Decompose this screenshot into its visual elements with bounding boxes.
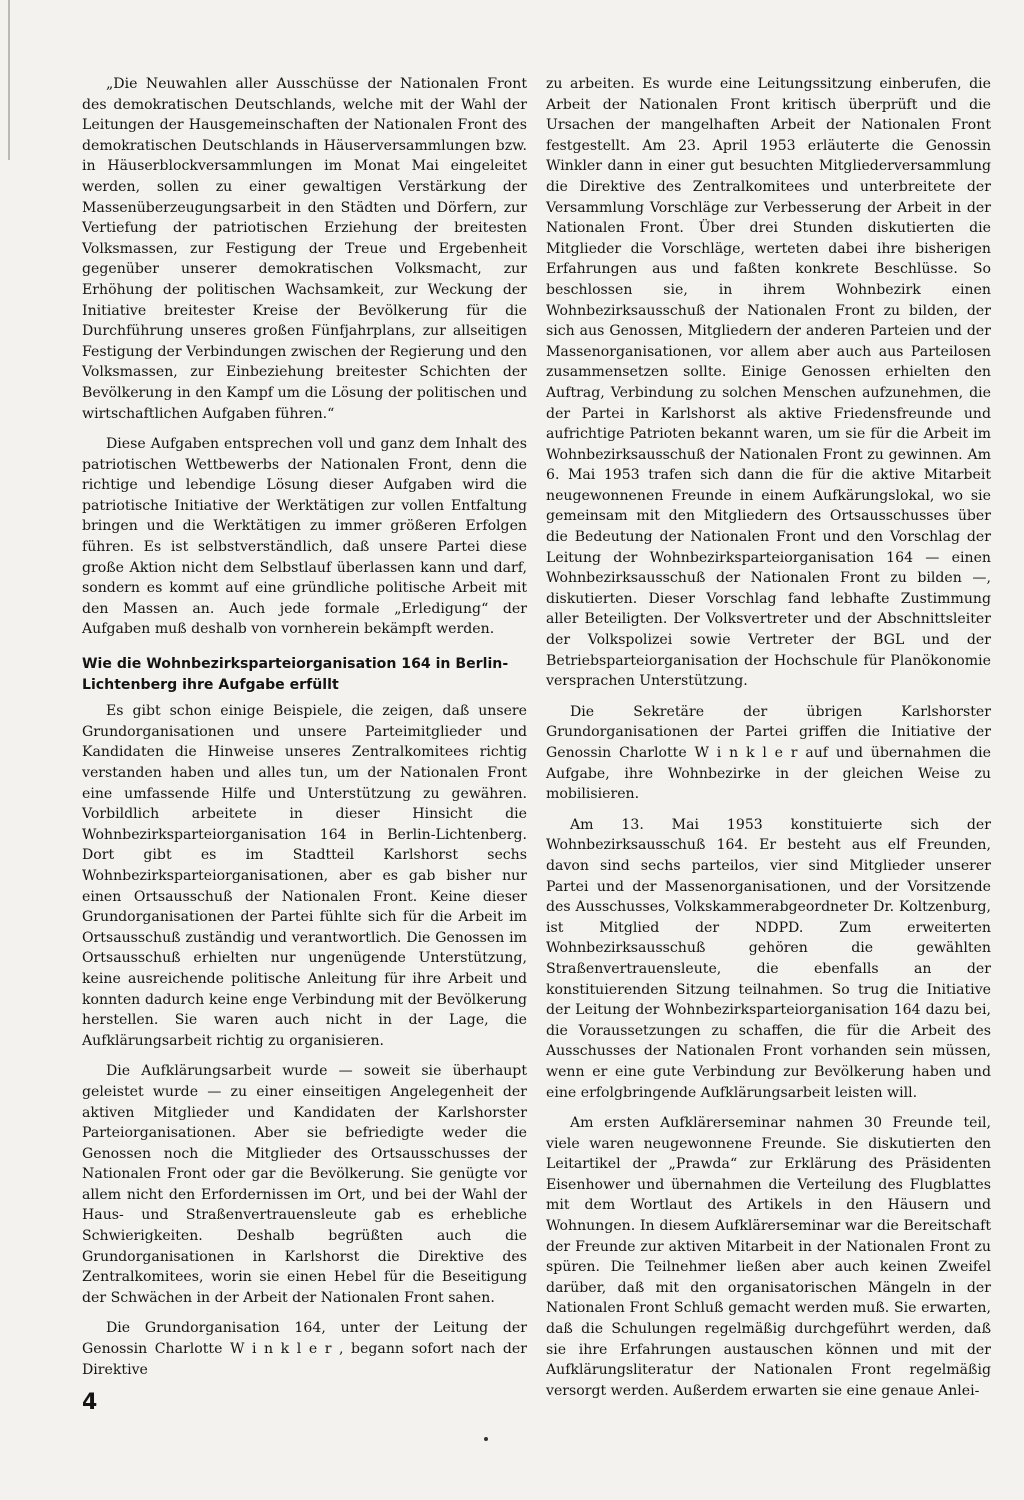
body-paragraph: Die Grundorganisation 164, unter der Leitung der Genossin Charlotte W i n k l e r , begann sofort nach der Direktive: [82, 1320, 527, 1378]
page-number: 4: [82, 1390, 98, 1415]
scan-speck: [484, 1437, 488, 1441]
continued-paragraph: zu arbeiten. Es wurde eine Leitungssitzung einberufen, die Arbeit der Nationalen Front kritisch überprüft und die Ursachen der mangelhaften Arbeit der Nationalen Front festgestellt. Am 23. April 1953 erläuterte die Genossin Winkler dann in einer gut besuchten Mitgliederversammlung die Direktive des Zentralkomitees und unterbreitete der Versammlung Vorschläge zur Verbesserung der Arbeit in der Nationalen Front. Über drei Stunden diskutierten die Mitglieder die Vorschläge, werteten dabei ihre bisherigen Erfahrungen aus und faßten konkrete Beschlüsse. So beschlossen sie, in ihrem Wohnbezirk einen Wohnbezirksausschuß der Nationalen Front zu bilden, der sich aus Genossen, Mitgliedern der anderen Parteien und der Massenorganisationen, vor allem aber auch aus Parteilosen zusammensetzen sollte. Einige Genossen erhielten den Auftrag, Verbindung zu solchen Menschen aufzunehmen, die der Partei in Karlshorst als aktive Friedensfreunde und aufrichtige Patrioten bekannt waren, um sie für die Arbeit im Wohnbezirksausschuß der Nationalen Front zu gewinnen. Am 6. Mai 1953 trafen sich dann die für die aktive Mitarbeit neugewonnenen Freunde in einem Aufkärungslokal, wo sie gemeinsam mit den Mitgliedern des Ortsausschusses über die Bedeutung der Nationalen Front und den Vorschlag der Leitung der Wohnbezirksparteiorganisation 164 — einen Wohnbezirksausschuß der Nationalen Front zu bilden —, diskutierten. Dieser Vorschlag fand lebhafte Zustimmung aller Beteiligten. Der Volksvertreter und der Abschnittsleiter der Volkspolizei sowie Vertreter der BGL und der Betriebsparteiorganisation der Hochschule für Planökonomie versprachen Unterstützung.: [546, 76, 991, 690]
body-paragraph: Die Sekretäre der übrigen Karlshorster Grundorganisationen der Partei griffen die Initiative der Genossin Charlotte W i n k l e r auf und übernahmen die Aufgabe, ihre Wohnbezirke in der gleichen Weise zu mobilisieren.: [546, 703, 991, 803]
body-paragraph: Diese Aufgaben entsprechen voll und ganz dem Inhalt des patriotischen Wettbewerbs der Nationalen Front, denn die richtige und lebendige Lösung dieser Aufgaben wird die patriotische Initiative der Werktätigen zur vollen Entfaltung bringen und die Werktätigen zu immer größeren Erfolgen führen. Es ist selbstverständlich, daß unsere Partei diese große Aktion nicht dem Selbstlauf überlassen kann und darf, sondern es kommt auf eine gründliche politische Arbeit mit den Massen an. Auch jede formale „Erledigung“ der Aufgaben muß deshalb von vornherein bekämpft werden.: [82, 436, 527, 638]
quote-paragraph: „Die Neuwahlen aller Ausschüsse der Nationalen Front des demokratischen Deutschlands, welche mit der Wahl der Leitungen der Hausgemeinschaften der Nationalen Front des demokratischen Deutschlands in Häuserversammlungen bzw. in Häuserblockversammlungen im Monat Mai eingeleitet werden, sollen zu einer gewaltigen Verstärkung der Massenüberzeugungsarbeit in den Städten und Dörfern, zur Vertiefung der patriotischen Erziehung der breitesten Volksmassen, zur Festigung der Treue und Ergebenheit gegenüber unserer demokratischen Volksmacht, zur Erhöhung der politischen Wachsamkeit, zur Weckung der Initiative breitester Kreise der Bevölkerung für die Durchführung unseres großen Fünfjahrplans, zur allseitigen Festigung der Verbindungen zwischen der Regierung und den Volksmassen, zur Einbeziehung breitester Schichten der Bevölkerung in den Kampf um die Lösung der politischen und wirtschaftlichen Aufgaben führen.“: [82, 76, 527, 422]
body-paragraph: Am 13. Mai 1953 konstituierte sich der Wohnbezirksausschuß 164. Er besteht aus elf Freunden, davon sind sechs parteilos, vier sind Mitglieder unserer Partei und der Massenorganisationen, und der Vorsitzende des Ausschusses, Volkskammerabgeordneter Dr. Koltzenburg, ist Mitglied der NDPD. Zum erweiterten Wohnbezirksausschuß gehören die gewählten Straßenvertrauensleute, die ebenfalls an der konstituierenden Sitzung teilnahmen. So trug die Initiative der Leitung der Wohnbezirksparteiorganisation 164 dazu bei, die Voraussetzungen zu schaffen, die für die Arbeit des Ausschusses der Nationalen Front vorhanden sein müssen, wenn er eine gute Verbindung zur Bevölkerung haben und eine erfolgbringende Aufklärungsarbeit leisten will.: [546, 816, 991, 1101]
body-paragraph: Am ersten Aufklärerseminar nahmen 30 Freunde teil, viele waren neugewonnene Freunde. Sie diskutierten den Leitartikel der „Prawda“ zur Erklärung des Präsidenten Eisenhower und übernahmen die Verteilung des Flugblattes mit dem Wortlaut des Artikels in den Häusern und Wohnungen. In diesem Aufklärerseminar war die Bereitschaft der Freunde zur aktiven Mitarbeit in der Nationalen Front zu spüren. Die Teilnehmer ließen aber auch keinen Zweifel darüber, daß mit den organisatorischen Mängeln in der Nationalen Front Schluß gemacht werden muß. Sie erwarten, daß die Schulungen regelmäßig durchgeführt werden, daß sie ihre Erfahrungen austauschen können und mit der Aufklärungsliteratur der Nationalen Front regelmäßig versorgt werden. Außerdem erwarten sie eine genaue Anlei-: [546, 1115, 991, 1399]
body-paragraph: Die Aufklärungsarbeit wurde — soweit sie überhaupt geleistet wurde — zu einer einseitigen Angelegenheit der aktiven Mitglieder und Kandidaten der Karlshorster Parteiorganisationen. Aber sie befriedigte weder die Genossen noch die Mitglieder des Ortsausschusses der Nationalen Front oder gar die Bevölkerung. Sie genügte vor allem nicht den Erfordernissen im Ort, und bei der Wahl der Haus- und Straßenvertrauensleute gab es erhebliche Schwierigkeiten. Deshalb begrüßten auch die Grundorganisationen in Karlshorst die Direktive des Zentralkomitees, worin sie einen Hebel für die Beseitigung der Schwächen in der Arbeit der Nationalen Front sahen.: [82, 1063, 527, 1306]
scan-margin-mark: [8, 0, 10, 160]
right-column: [546, 74, 991, 1411]
section-heading: Wie die Wohnbezirksparteiorganisation 164 in Berlin-Lichtenberg ihre Aufgabe erfüllt: [82, 656, 509, 693]
left-column: [82, 74, 527, 1390]
body-paragraph: Es gibt schon einige Beispiele, die zeigen, daß unsere Grundorganisationen und unsere Parteimitglieder und Kandidaten die Hinweise unseres Zentralkomitees richtig verstanden haben und alles tun, um der Nationalen Front eine umfassende Hilfe und Unterstützung zu gewähren. Vorbildlich arbeitete in dieser Hinsicht die Wohnbezirksparteiorganisation 164 in Berlin-Lichtenberg. Dort gibt es im Stadtteil Karlshorst sechs Wohnbezirksparteiorganisationen, aber es gab bisher nur einen Ortsausschuß der Nationalen Front. Keine dieser Grundorganisationen der Partei fühlte sich für die Arbeit im Ortsausschuß zuständig und verantwortlich. Die Genossen im Ortsausschuß erhielten nur ungenügende Unterstützung, keine ausreichende politische Anleitung für ihre Arbeit und konnten dadurch keine enge Verbindung mit der Bevölkerung herstellen. Sie waren auch nicht in der Lage, die Aufklärungsarbeit richtig zu organisieren.: [82, 703, 527, 1049]
